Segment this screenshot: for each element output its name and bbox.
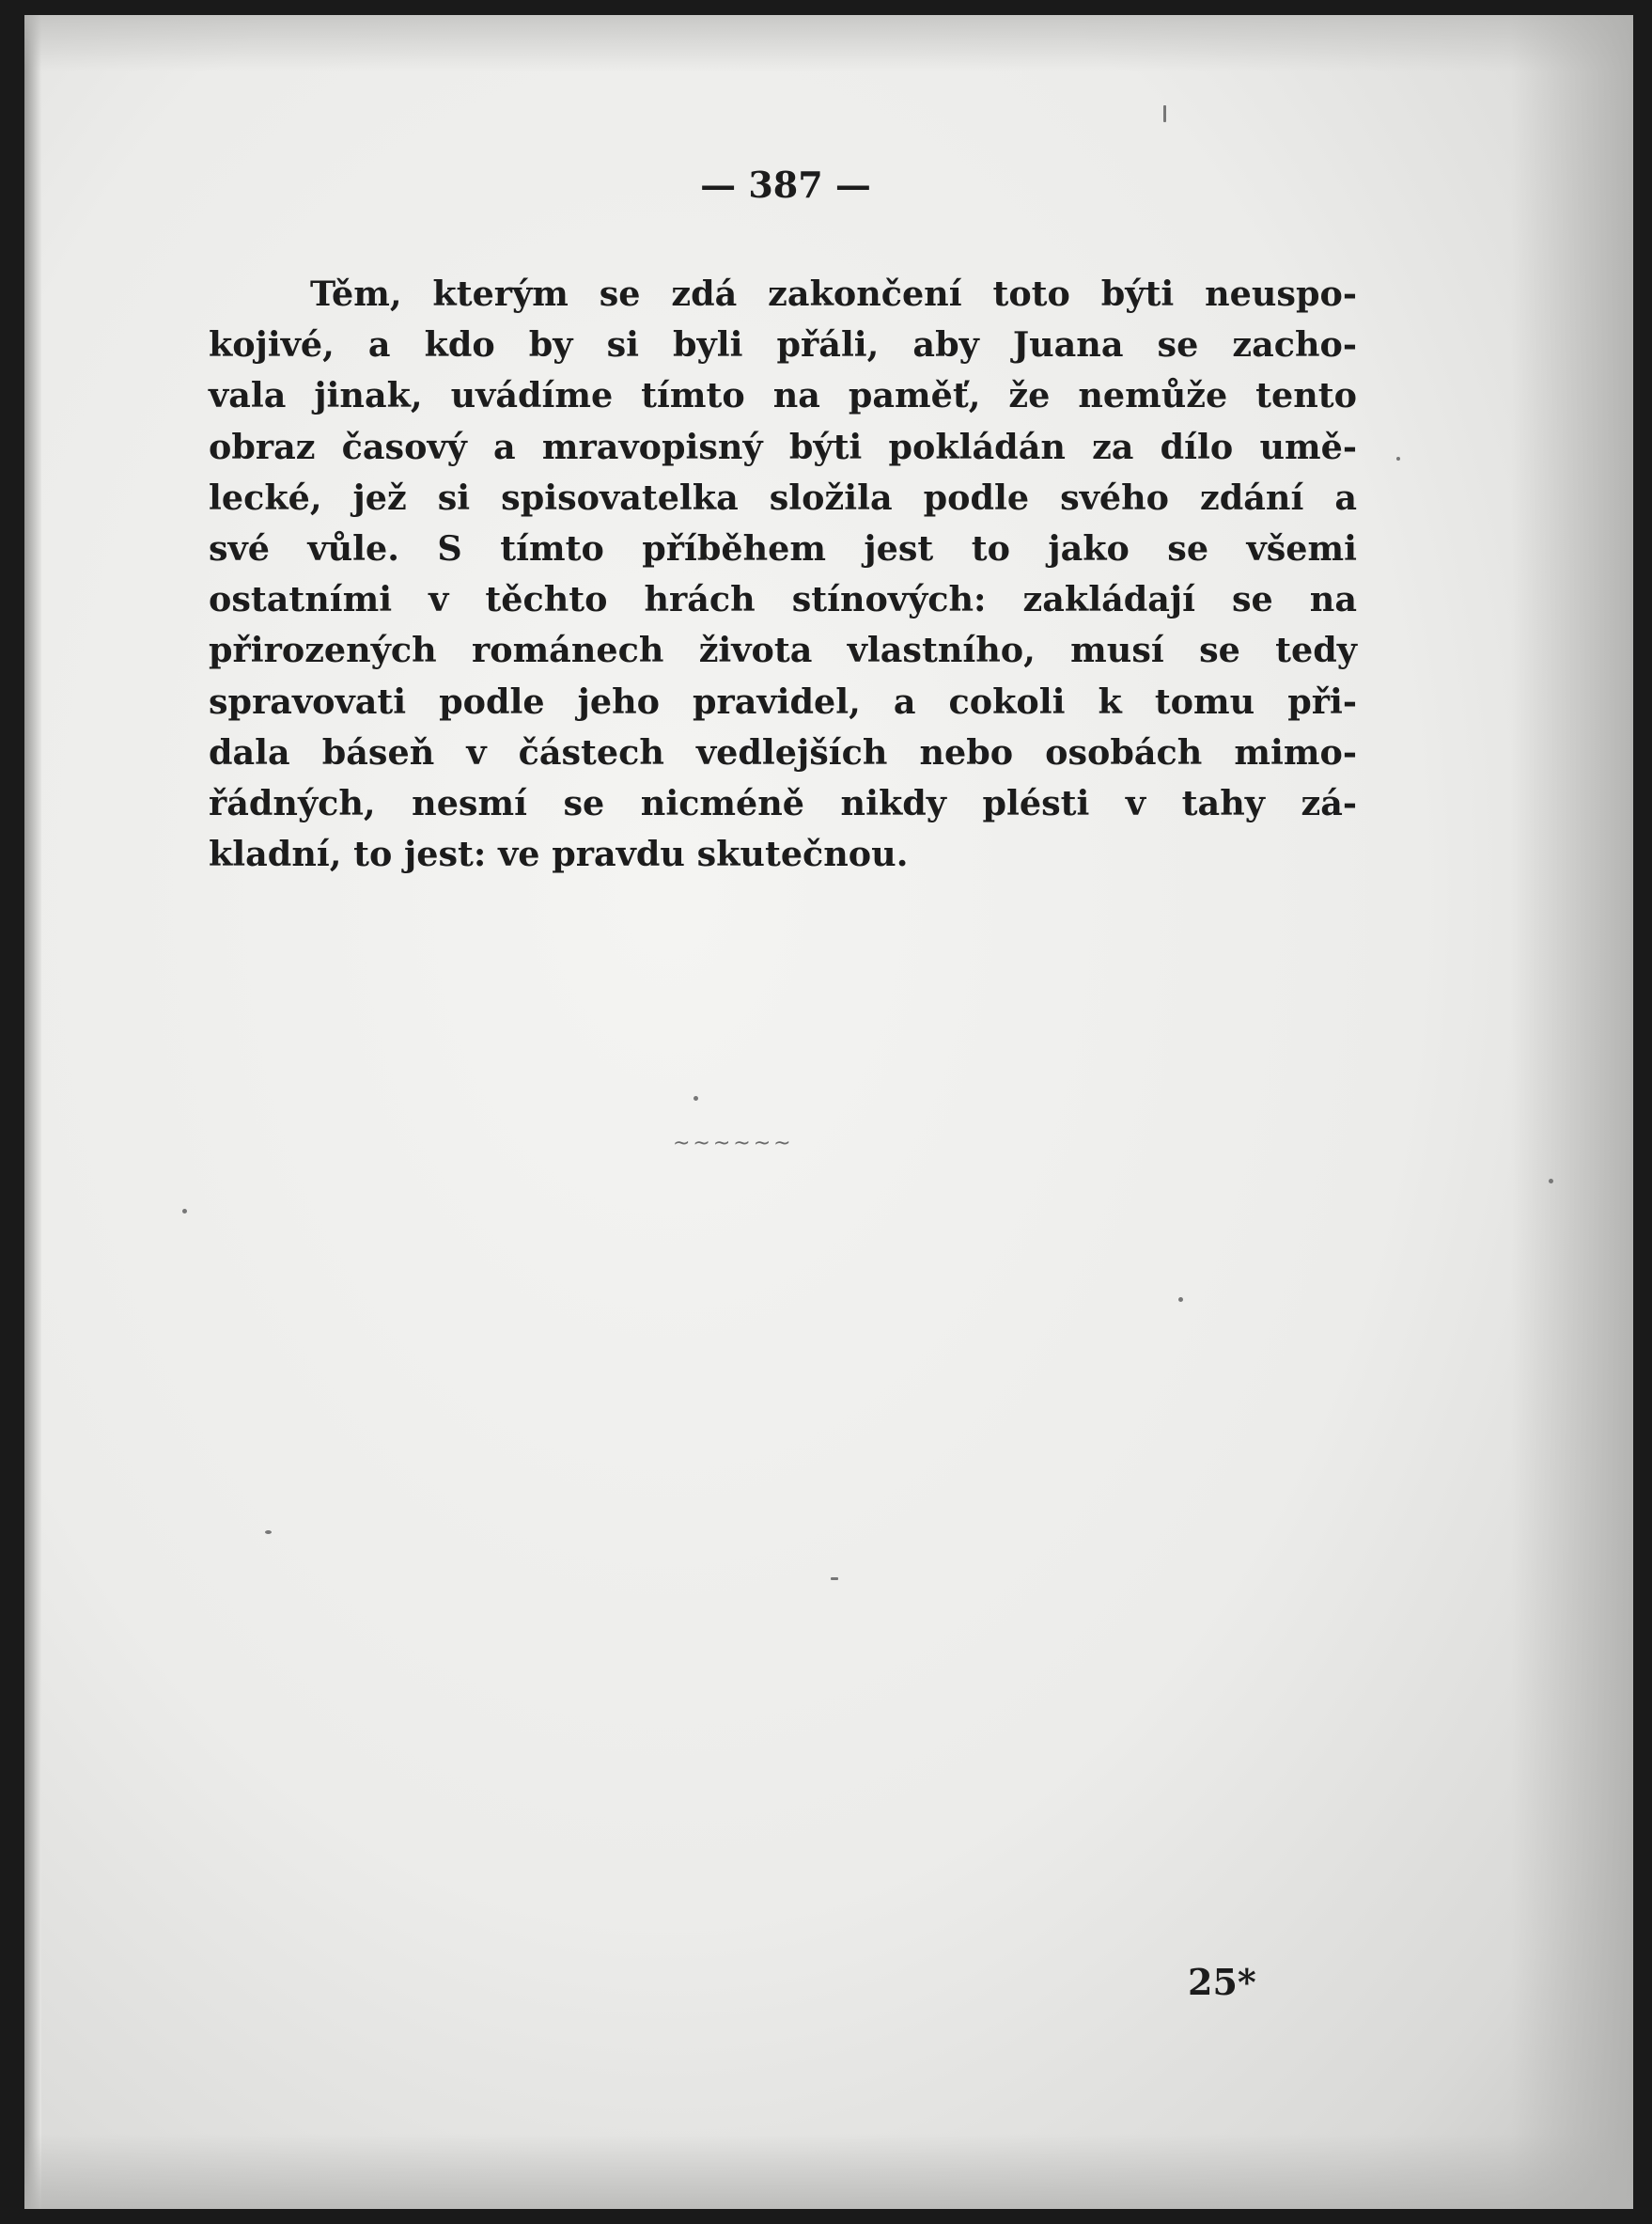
page-left-edge xyxy=(24,15,41,2209)
text-line: kladní, to jest: ve pravdu skutečnou. xyxy=(209,834,909,875)
text-line: obraz časový a mravopisný býti pokládán za dílo umě- xyxy=(209,426,1357,467)
text-line: dala báseň v částech vedlejších nebo osobách mimo- xyxy=(209,731,1357,773)
speck xyxy=(1163,105,1166,122)
text-line: kojivé, a kdo by si byli přáli, aby Juana se zacho- xyxy=(209,324,1357,366)
page-number: — 387 — xyxy=(700,164,871,206)
page-right-shade xyxy=(1511,15,1633,2209)
page-bottom-shade xyxy=(24,2134,1633,2209)
speck xyxy=(1178,1297,1183,1302)
speck xyxy=(694,1096,698,1101)
text-line: Těm, kterým se zdá zakončení toto býti neuspo- xyxy=(310,274,1357,314)
text-line: lecké, jež si spisovatelka složila podle svého zdání a xyxy=(209,477,1357,518)
text-line: přirozených románech života vlastního, musí se tedy xyxy=(209,630,1357,671)
speck xyxy=(1396,457,1400,461)
speck xyxy=(831,1577,838,1580)
text-line: řádných, nesmí se nicméně nikdy plésti v tahy zá- xyxy=(209,783,1357,824)
speck xyxy=(265,1530,272,1534)
scanned-page xyxy=(24,15,1633,2209)
body-paragraph xyxy=(209,269,1357,880)
text-line: své vůle. S tímto příběhem jest to jako se všemi xyxy=(209,528,1357,570)
signature-mark: 25* xyxy=(1188,1961,1256,2003)
page-top-shade xyxy=(24,15,1633,71)
speck xyxy=(182,1209,187,1214)
text-line: ostatními v těchto hrách stínových: zakládají se na xyxy=(209,579,1357,620)
text-line: spravovati podle jeho pravidel, a cokoli k tomu při- xyxy=(209,681,1357,722)
speck xyxy=(1549,1179,1553,1183)
end-ornament: ~~~~~~ xyxy=(673,1132,794,1155)
text-line: vala jinak, uvádíme tímto na paměť, že nemůže tento xyxy=(209,375,1357,416)
